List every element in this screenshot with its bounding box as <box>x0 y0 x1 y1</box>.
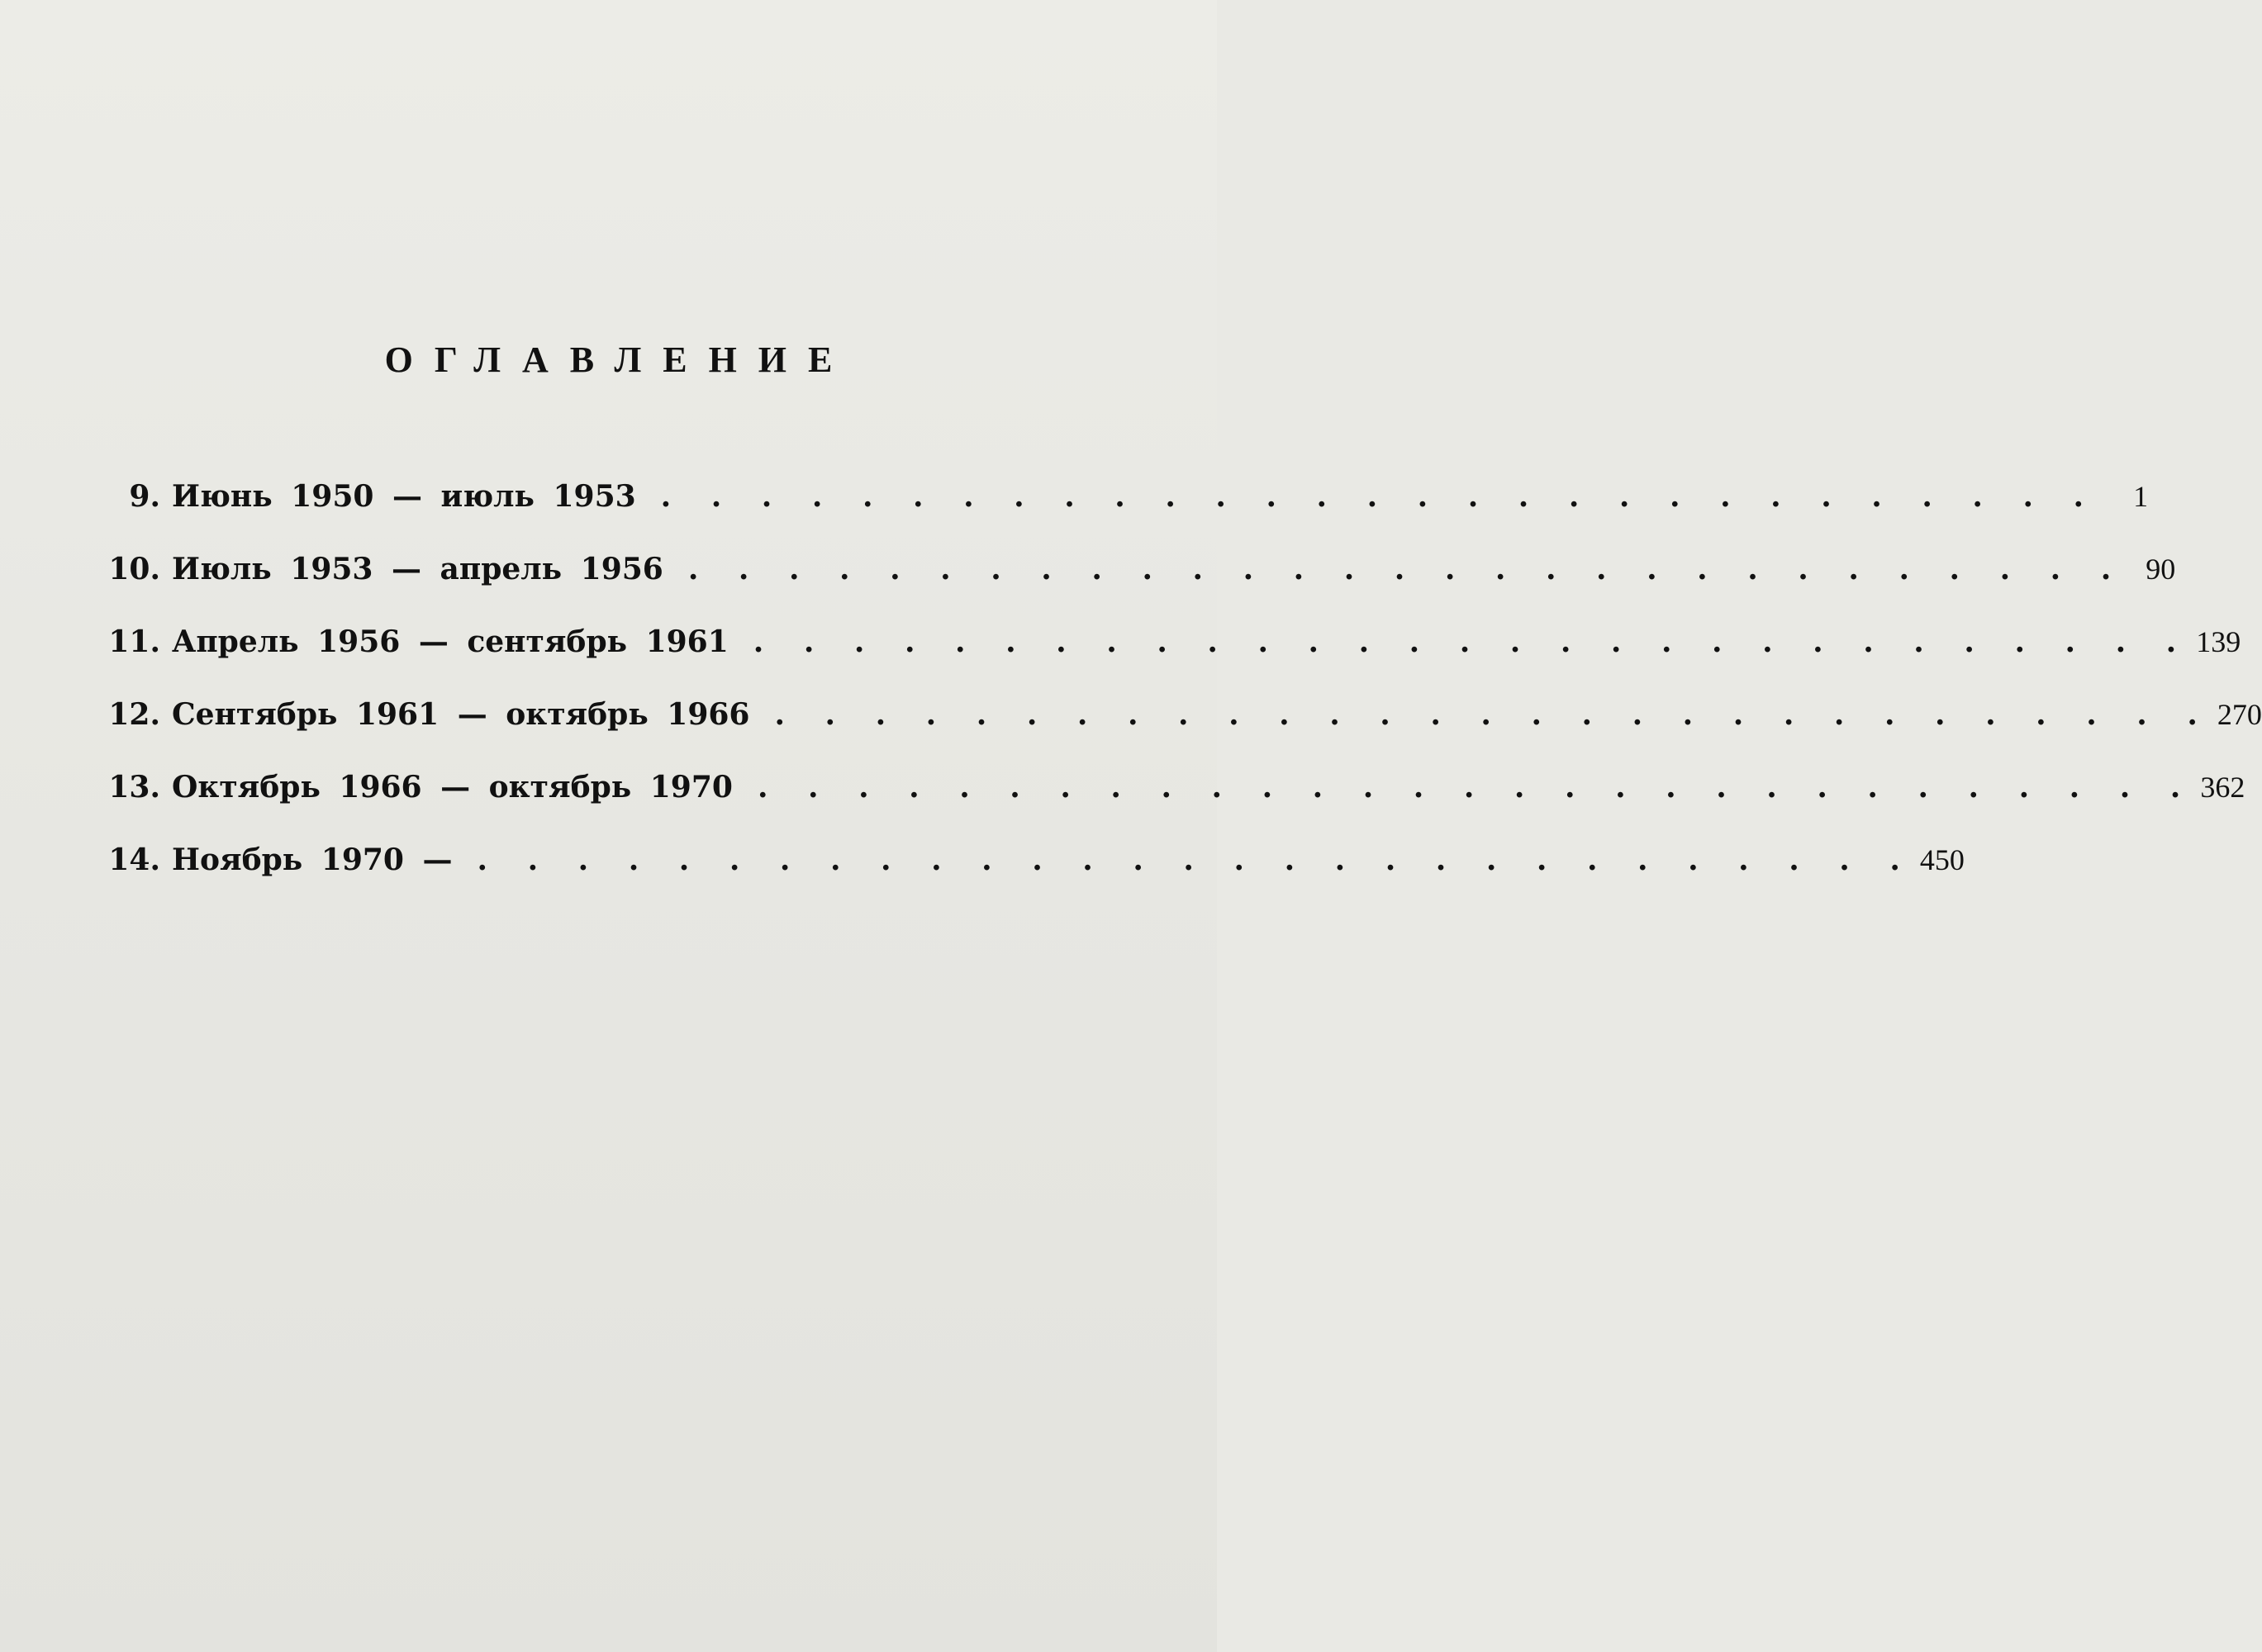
toc-entry-page: 139 <box>2196 625 2241 658</box>
toc-leader-dots: . . . . . . . . . . . . . . . . . . . . . . . . . . . . . <box>757 770 2196 805</box>
toc-entry-number: 11. <box>108 624 160 659</box>
toc-entry-number: 14. <box>108 843 160 877</box>
toc-entry <box>99 479 2149 552</box>
toc-entry-page: 90 <box>2146 553 2176 586</box>
toc-entry-page: 362 <box>2200 771 2245 804</box>
toc-entry-title: Июль 1953 — апрель 1956 <box>172 552 663 586</box>
toc-entry-number: 13. <box>108 770 160 805</box>
toc-entry-number: 10. <box>108 552 160 586</box>
toc-entry-title: Апрель 1956 — сентябрь 1961 <box>172 624 729 659</box>
toc-entry-title: Сентябрь 1961 — октябрь 1966 <box>172 697 750 732</box>
toc-entry-page: 450 <box>1919 843 1965 876</box>
toc-leader-dots: . . . . . . . . . . . . . . . . . . . . . . . . . . . . . <box>687 552 2127 586</box>
toc-leader-dots: . . . . . . . . . . . . . . . . . . . . . . . . . . . . . <box>753 624 2192 659</box>
toc-entry-number: 9. <box>129 479 160 514</box>
toc-entry-title: Октябрь 1966 — октябрь 1970 <box>172 770 733 805</box>
page-heading: ОГЛАВЛЕНИЕ <box>384 339 854 380</box>
toc-leader-dots: . . . . . . . . . . . . . . . . . . . . . . . . . . . . . <box>774 697 2212 732</box>
toc-entry <box>99 697 2262 770</box>
table-of-contents <box>99 479 2262 915</box>
toc-entry <box>99 843 1965 915</box>
toc-entry <box>99 552 2176 624</box>
toc-entry-title: Ноябрь 1970 — <box>172 843 453 877</box>
toc-entry-title: Июнь 1950 — июль 1953 <box>172 479 636 514</box>
toc-entry <box>99 770 2245 843</box>
toc-leader-dots: . . . . . . . . . . . . . . . . . . . . . . . . . . . . . <box>477 843 1915 877</box>
toc-entry-number: 12. <box>108 697 160 732</box>
toc-entry <box>99 624 2241 697</box>
toc-entry-page: 1 <box>2133 480 2149 513</box>
toc-leader-dots: . . . . . . . . . . . . . . . . . . . . . . . . . . . . . <box>660 479 2099 514</box>
toc-entry-page: 270 <box>2217 698 2262 731</box>
